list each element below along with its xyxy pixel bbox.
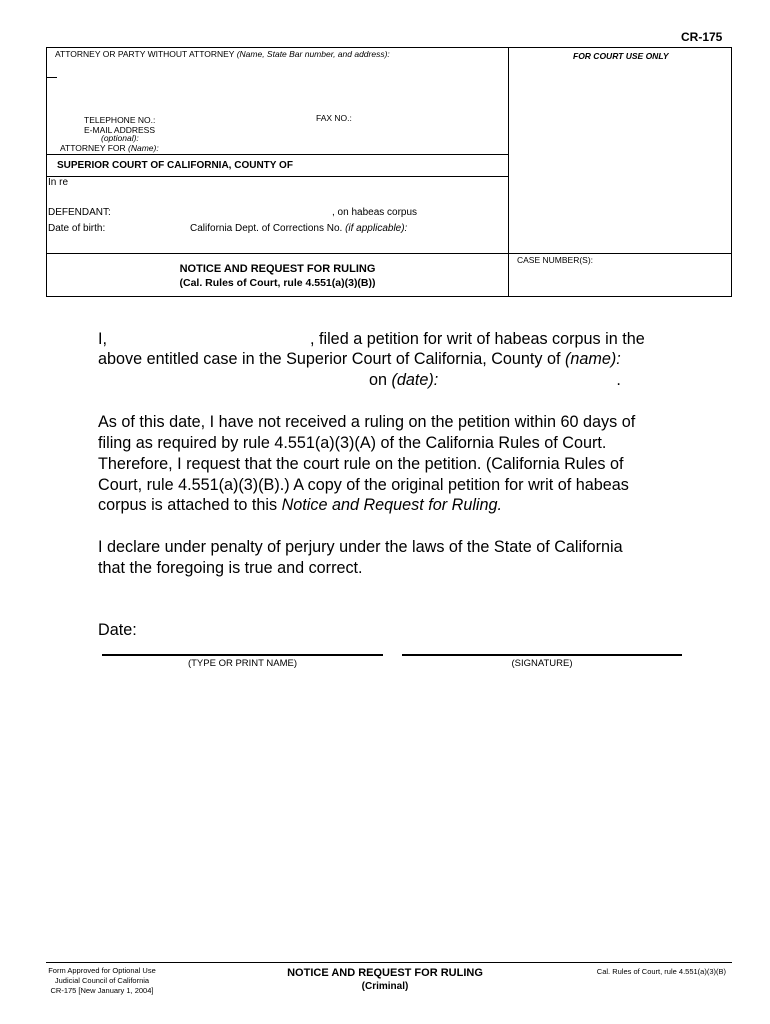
paragraph-2-line-3: Therefore, I request that the court rule on the petition. (California Rules of (98, 455, 624, 473)
date-label: Date: (98, 621, 137, 639)
habeas-label: , on habeas corpus (332, 207, 418, 218)
caption-rule-1 (47, 154, 508, 155)
attorney-label: ATTORNEY OR PARTY WITHOUT ATTORNEY (Name, State Bar number, and address): (55, 49, 390, 59)
email-optional-label: (optional): (101, 133, 139, 143)
paragraph-2-line-1: As of this date, I have not received a ruling on the petition within 60 days of (98, 413, 636, 431)
paragraph-3-line-2: that the foregoing is true and correct. (98, 559, 363, 577)
paragraph-3-line-1: I declare under penalty of perjury under the laws of the State of California (98, 538, 623, 556)
paragraph-2-line-2: filing as required by rule 4.551(a)(3)(A) of the California Rules of Court. (98, 434, 607, 452)
signature-line[interactable] (402, 654, 682, 656)
print-name-line[interactable] (102, 654, 383, 656)
in-re-label: In re (48, 177, 69, 188)
caption-rule-2 (47, 176, 508, 177)
court-label: SUPERIOR COURT OF CALIFORNIA, COUNTY OF (57, 160, 293, 171)
attorney-name-mark (47, 77, 57, 78)
form-subtitle: (Cal. Rules of Court, rule 4.551(a)(3)(B)) (179, 277, 376, 289)
signature-label: (SIGNATURE) (511, 658, 573, 669)
paragraph-1-line-3: on (date): . (369, 371, 621, 389)
defendant-label: DEFENDANT: (48, 207, 111, 218)
fax-label: FAX NO.: (316, 113, 352, 123)
footer-citation: Cal. Rules of Court, rule 4.551(a)(3)(B) (596, 967, 726, 976)
attorney-for-label: ATTORNEY FOR (Name): (60, 143, 159, 153)
footer-subtitle: (Criminal) (361, 981, 409, 992)
form-number: CR-175 (681, 30, 723, 44)
caption-rule-3 (47, 253, 731, 254)
email-label: E-MAIL ADDRESS (84, 125, 156, 135)
paragraph-1-line-2: above entitled case in the Superior Court of California, County of (name): (98, 350, 621, 368)
footer-approved-line-1: Form Approved for Optional Use (48, 966, 156, 975)
caption-box (46, 47, 732, 297)
court-use-label: FOR COURT USE ONLY (573, 51, 669, 61)
footer-approved-line-2: Judicial Council of California (54, 976, 150, 985)
telephone-label: TELEPHONE NO.: (84, 115, 156, 125)
cdc-label: California Dept. of Corrections No. (if applicable): (190, 223, 408, 234)
caption-divider (508, 48, 509, 296)
form-title: NOTICE AND REQUEST FOR RULING (179, 263, 376, 275)
paragraph-2-line-5: corpus is attached to this Notice and Request for Ruling. (98, 496, 503, 514)
footer-title: NOTICE AND REQUEST FOR RULING (287, 967, 483, 979)
footer-approved-line-3: CR-175 [New January 1, 2004] (50, 986, 154, 995)
print-name-label: (TYPE OR PRINT NAME) (187, 658, 298, 669)
paragraph-1-line-1: I, , filed a petition for writ of habeas corpus in the (98, 330, 645, 348)
footer-rule (46, 962, 732, 963)
dob-label: Date of birth: (48, 223, 106, 234)
paragraph-2-line-4: Court, rule 4.551(a)(3)(B).) A copy of the original petition for writ of habeas (98, 476, 629, 494)
case-number-label: CASE NUMBER(S): (517, 255, 594, 265)
